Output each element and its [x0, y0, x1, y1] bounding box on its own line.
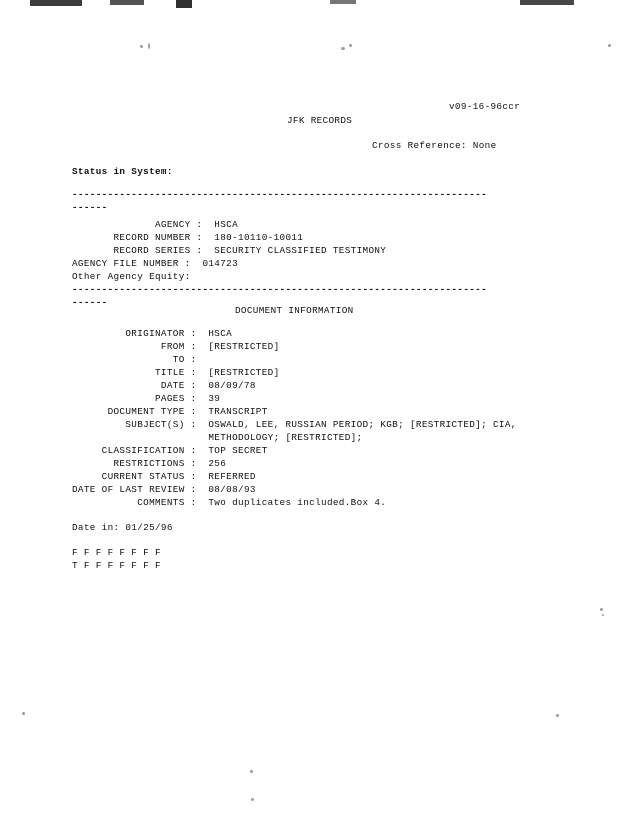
field-title: TITLE : [RESTRICTED]	[72, 367, 280, 378]
field-date-in: Date in: 01/25/96	[72, 522, 173, 533]
field-current-status: CURRENT STATUS : REFERRED	[72, 471, 256, 482]
field-document-type: DOCUMENT TYPE : TRANSCRIPT	[72, 406, 268, 417]
divider-rule-top-wrap: ------	[72, 202, 108, 213]
field-subjects-line-1: SUBJECT(S) : OSWALD, LEE, RUSSIAN PERIOD; KGB; [RESTRICTED]; CIA,	[72, 419, 517, 430]
field-subjects-line-2: METHODOLOGY; [RESTRICTED];	[72, 432, 363, 443]
field-date-of-last-review: DATE OF LAST REVIEW : 08/08/93	[72, 484, 256, 495]
flag-row-2: T F F F F F F F	[72, 560, 161, 571]
field-date: DATE : 08/09/78	[72, 380, 256, 391]
field-record-series: RECORD SERIES : SECURITY CLASSIFIED TESTIMONY	[72, 245, 387, 256]
field-from: FROM : [RESTRICTED]	[72, 341, 280, 352]
field-classification: CLASSIFICATION : TOP SECRET	[72, 445, 268, 456]
field-other-agency-equity: Other Agency Equity:	[72, 271, 191, 282]
cross-reference: Cross Reference: None	[372, 140, 497, 151]
status-in-system-heading: Status in System:	[72, 166, 173, 177]
field-agency: AGENCY : HSCA	[72, 219, 239, 230]
field-pages: PAGES : 39	[72, 393, 221, 404]
field-agency-file-number: AGENCY FILE NUMBER : 014723	[72, 258, 239, 269]
divider-rule-bottom: ----------------------------------------------------------------------	[72, 284, 488, 295]
field-record-number: RECORD NUMBER : 180-10110-10011	[72, 232, 304, 243]
version-code: v09-16-96ccr	[449, 101, 521, 112]
divider-rule-bottom-wrap: ------	[72, 297, 108, 308]
document-information-heading: DOCUMENT INFORMATION	[235, 305, 354, 316]
field-restrictions: RESTRICTIONS : 256	[72, 458, 227, 469]
flag-row-1: F F F F F F F F	[72, 547, 161, 558]
field-originator: ORIGINATOR : HSCA	[72, 328, 233, 339]
field-to: TO :	[72, 354, 197, 365]
divider-rule-top: ----------------------------------------------------------------------	[72, 189, 488, 200]
page-title: JFK RECORDS	[287, 115, 353, 126]
field-comments: COMMENTS : Two duplicates included.Box 4.	[72, 497, 387, 508]
